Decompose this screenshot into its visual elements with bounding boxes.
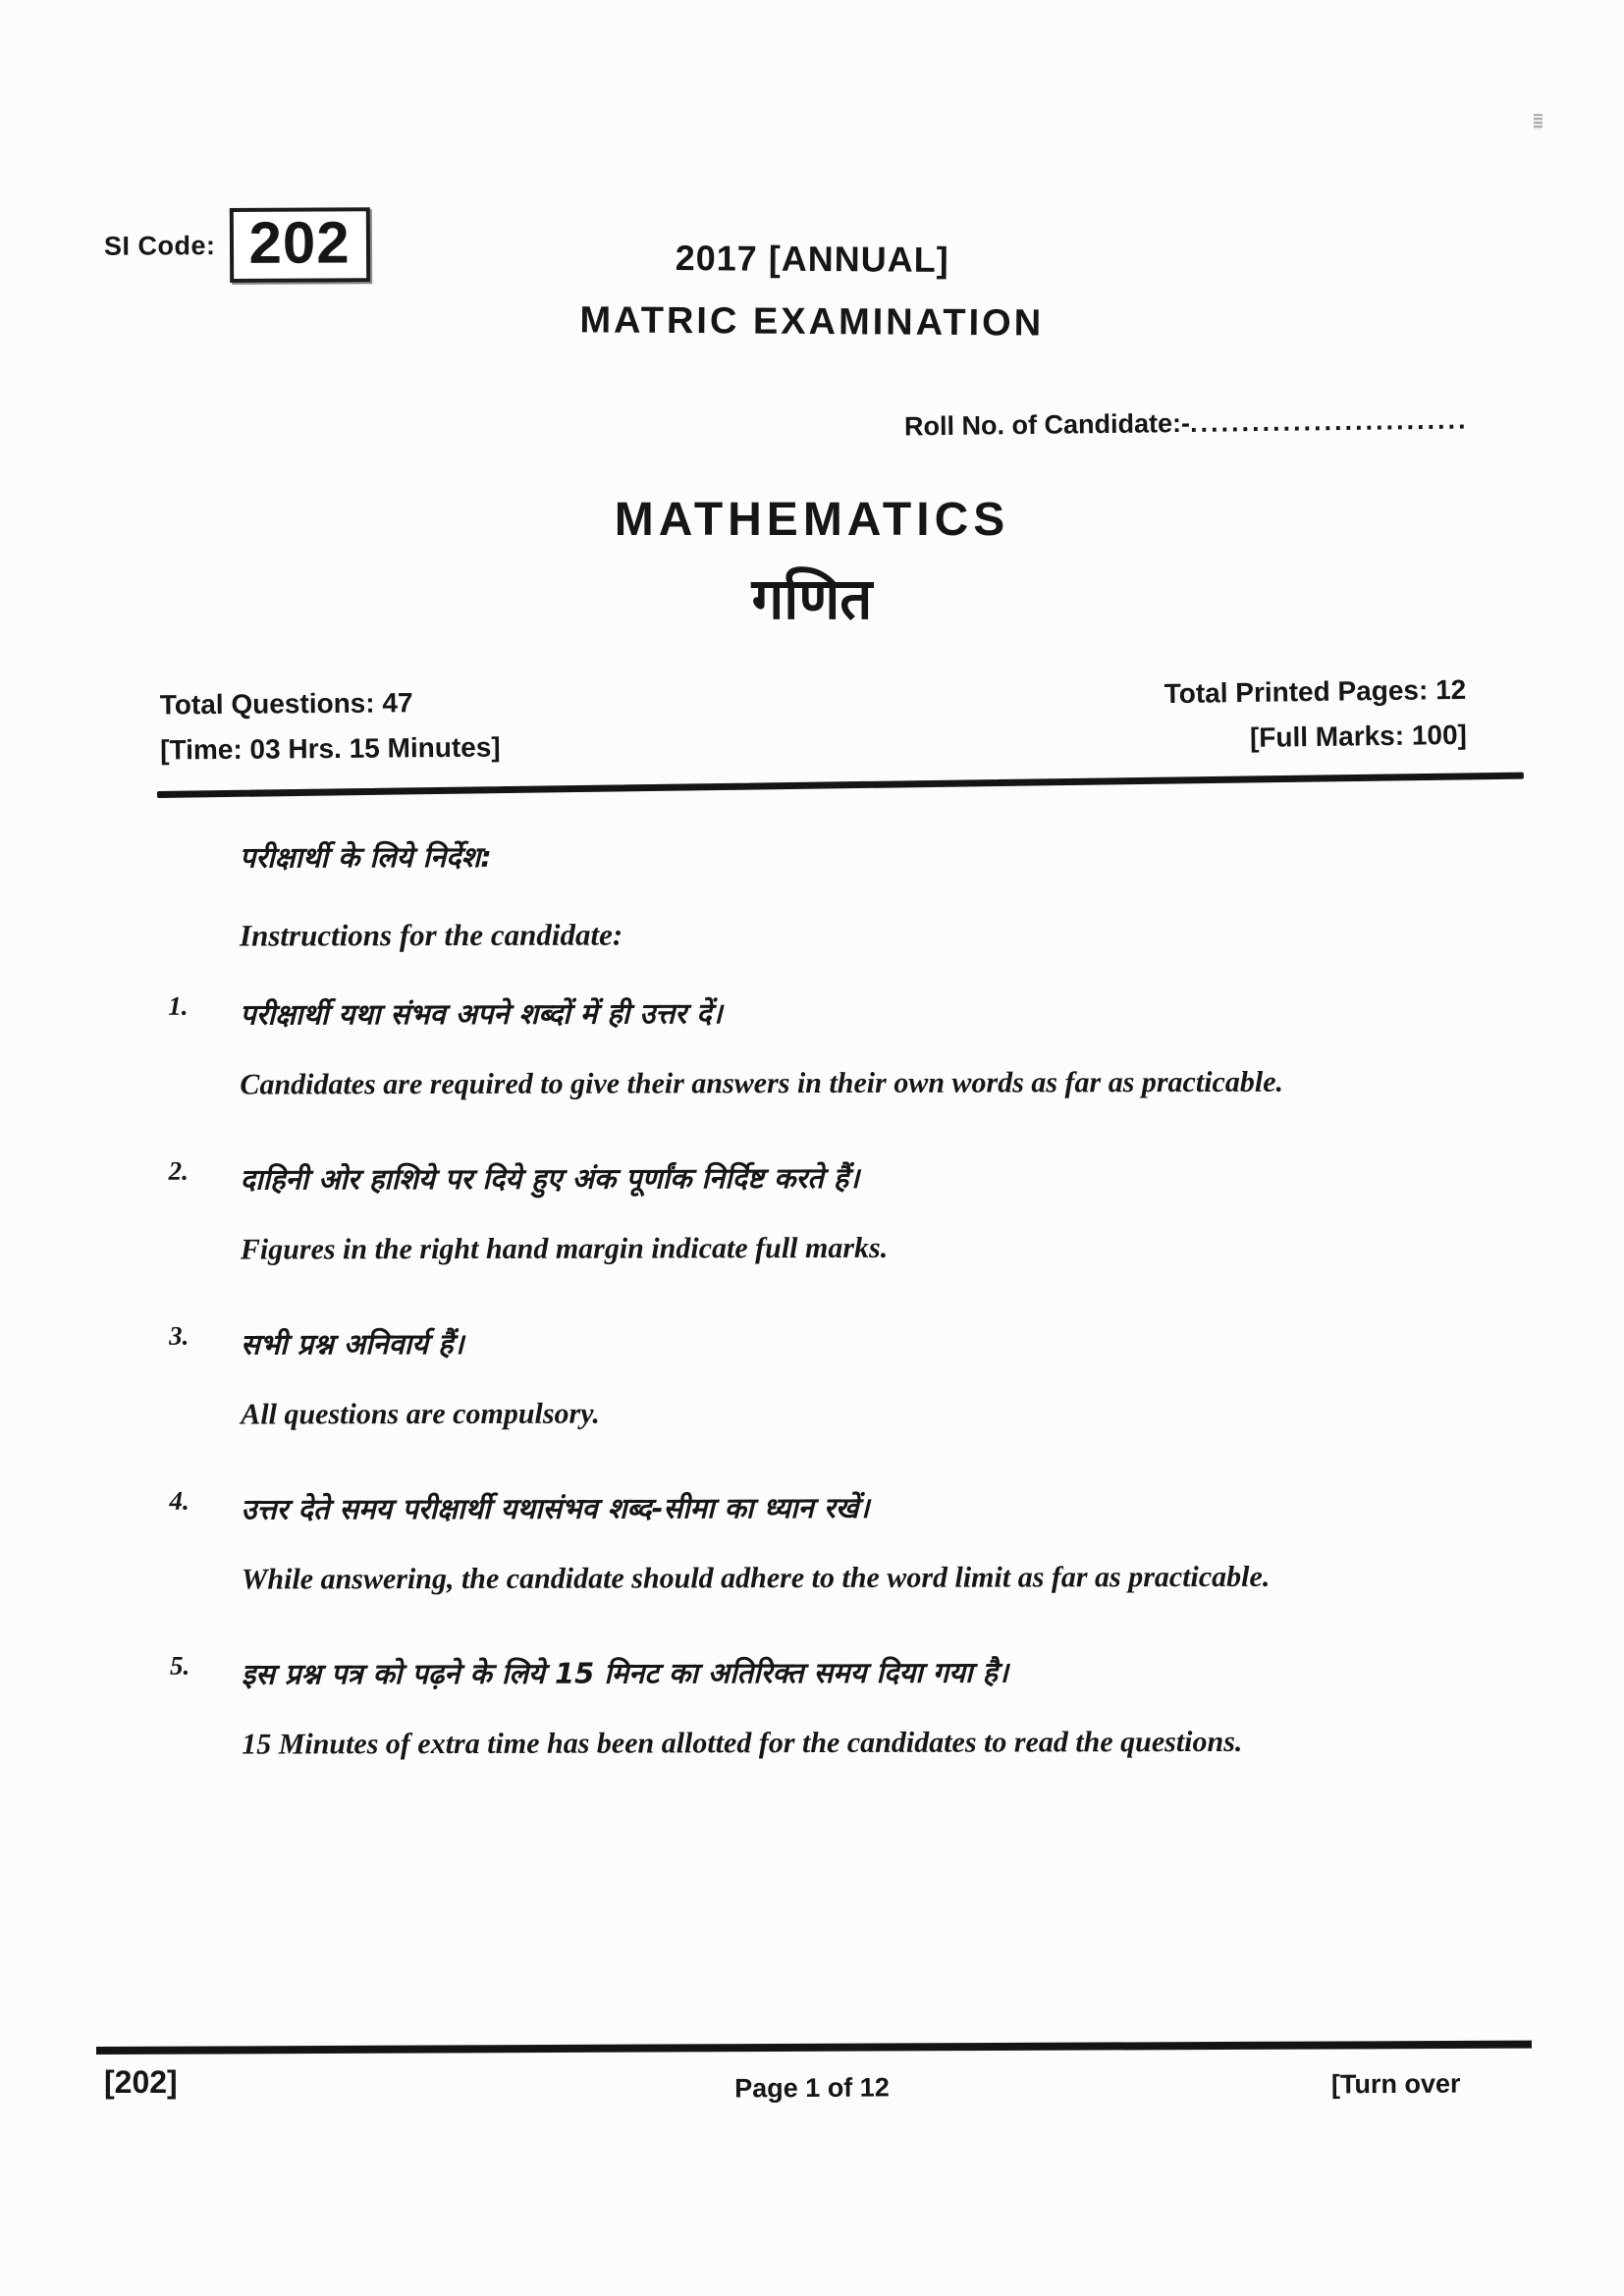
instruction-item-4 [157, 1470, 1478, 1616]
meta-left-block [160, 679, 501, 773]
instruction-english: While answering, the candidate should adhere to the word limit as far as practicable. [241, 1560, 1271, 1596]
roll-number-blank: ........................... [1190, 404, 1470, 438]
si-code-label: SI Code: [103, 230, 216, 261]
instructions-section [156, 834, 1480, 1781]
subject-title-hindi: गणित [751, 565, 873, 632]
instruction-number: 2. [168, 1155, 189, 1186]
subject-title-english: MATHEMATICS [614, 494, 1010, 546]
instruction-number: 3. [169, 1320, 189, 1351]
footer-turn-over: [Turn over [1331, 2068, 1462, 2100]
si-code-value-box: 202 [229, 207, 370, 283]
instruction-item-2 [157, 1141, 1478, 1286]
exam-name-line: MATRIC EXAMINATION [579, 299, 1045, 345]
instruction-english: All questions are compulsory. [241, 1397, 600, 1431]
instruction-item-5 [158, 1635, 1479, 1781]
instruction-item-3 [157, 1306, 1478, 1451]
instruction-item-1 [156, 976, 1477, 1121]
instruction-hindi: दाहिनी ओर हाशिये पर दिये हुए अंक पूर्णांक निर्दिष्ट करते हैं। [240, 1160, 860, 1197]
meta-right-block [1164, 667, 1468, 762]
full-marks: [Full Marks: 100] [1250, 719, 1468, 753]
instruction-hindi: इस प्रश्न पत्र को पढ़ने के लिये 15 मिनट का अतिरिक्त समय दिया गया है। [241, 1655, 1009, 1691]
instruction-english: Candidates are required to give their answers in their own words as far as practicable. [240, 1065, 1284, 1101]
scan-smudge [1534, 114, 1543, 130]
roll-number-label: Roll No. of Candidate:- [904, 407, 1191, 442]
exam-year-line: 2017 [ANNUAL] [675, 238, 949, 280]
header-divider-rule [157, 773, 1524, 798]
instruction-hindi: उत्तर देते समय परीक्षार्थी यथासंभव शब्द-सीमा का ध्यान रखें। [241, 1490, 870, 1526]
time-allowed: [Time: 03 Hrs. 15 Minutes] [160, 731, 501, 766]
footer-page-number: Page 1 of 12 [734, 2072, 890, 2104]
instruction-english: Figures in the right hand margin indicate full marks. [240, 1231, 889, 1266]
instruction-english: 15 Minutes of extra time has been allotted for the candidates to read the questions. [242, 1725, 1243, 1761]
exam-header [0, 230, 1624, 349]
footer-divider-rule [96, 2041, 1532, 2055]
instruction-hindi: परीक्षार्थी यथा संभव अपने शब्दों में ही उत्तर दें। [240, 996, 723, 1032]
total-printed-pages: Total Printed Pages: 12 [1164, 673, 1467, 710]
instruction-hindi: सभी प्रश्न अनिवार्य हैं। [241, 1326, 464, 1362]
instruction-number: 1. [168, 990, 189, 1021]
instruction-number: 4. [169, 1485, 189, 1516]
instruction-number: 5. [169, 1650, 190, 1681]
footer-paper-code: [202] [104, 2064, 178, 2100]
roll-number-line [904, 404, 1469, 442]
instructions-heading-hindi: परीक्षार्थी के लिये निर्देश: [239, 839, 492, 875]
instructions-heading-english: Instructions for the candidate: [239, 917, 623, 953]
total-questions: Total Questions: 47 [159, 687, 413, 721]
